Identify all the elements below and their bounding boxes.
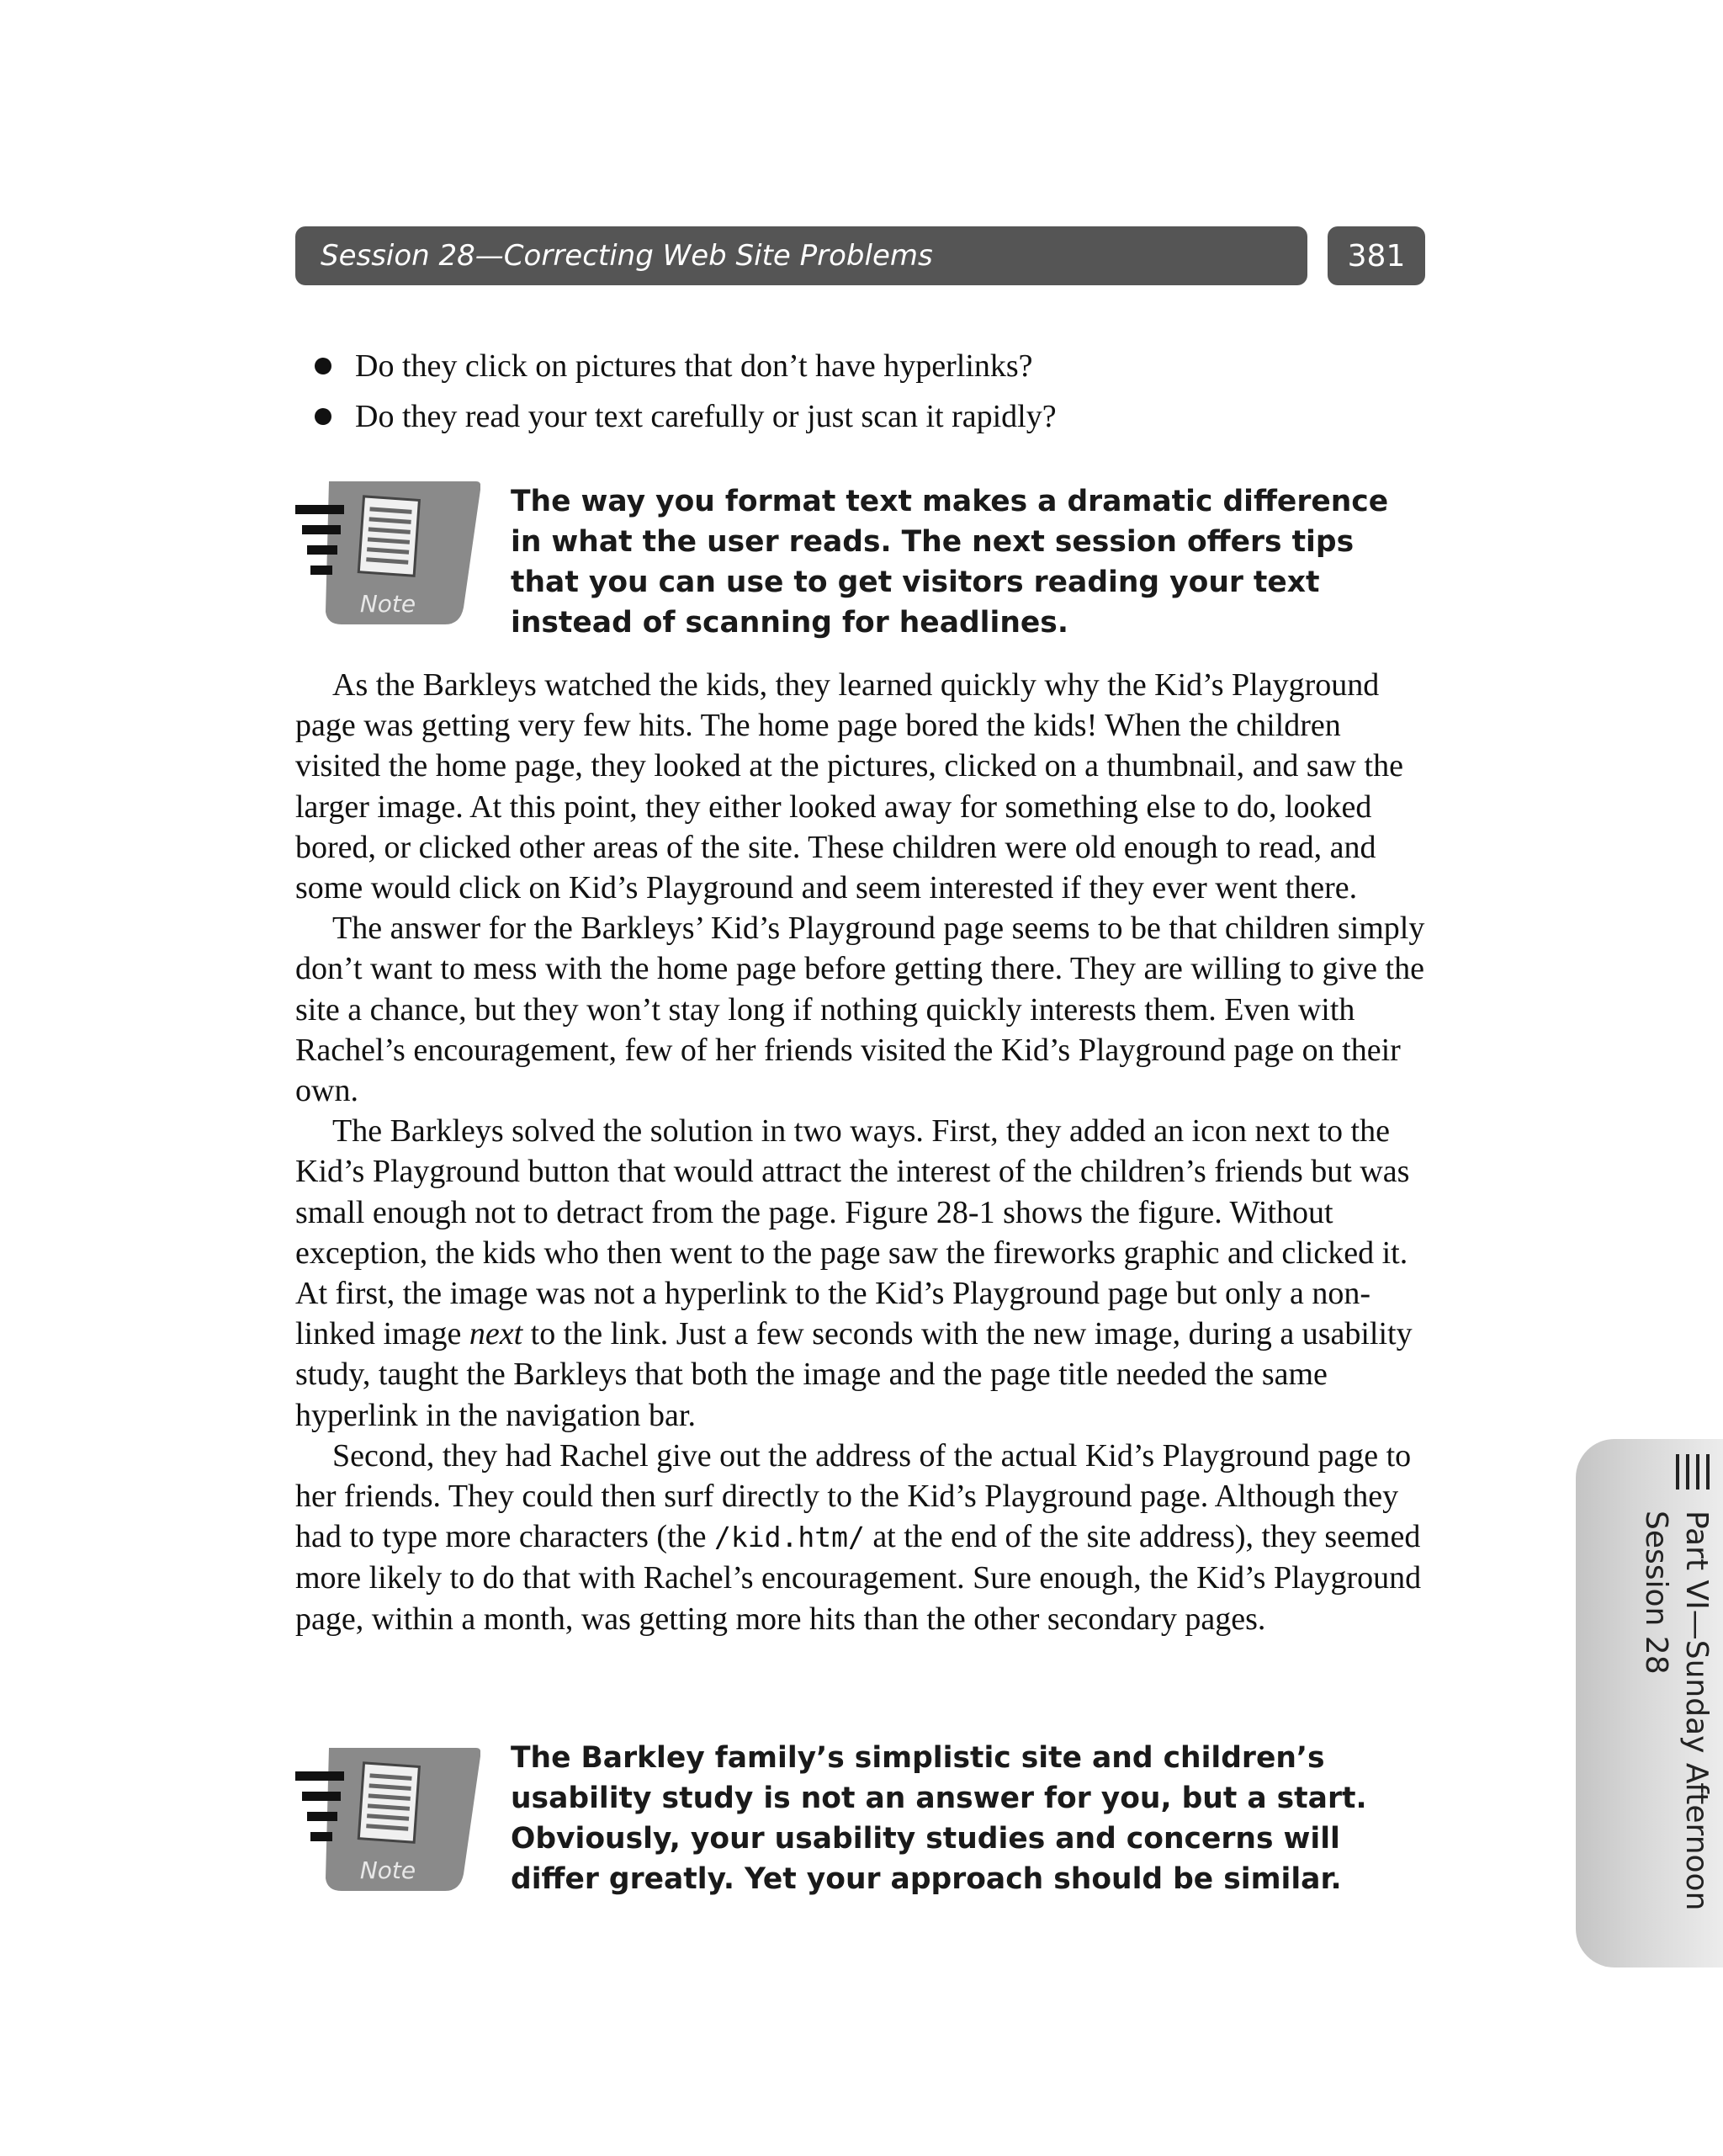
side-tab-session: Session 28 [1639, 1511, 1673, 1675]
bullet-icon [315, 408, 331, 425]
body-text [295, 665, 1427, 1639]
note-callout [295, 1738, 1425, 1914]
paragraph [295, 1111, 1427, 1436]
note-icon [295, 1748, 480, 1891]
running-header [295, 226, 1307, 285]
paragraph-text: to the link. Just a few seconds with the new image, during a usability study, taught the Barkleys that both the image and the page title needed the same hyperlink in the navigation bar. [295, 1316, 1413, 1433]
bullet-list [311, 341, 1422, 442]
header-title: Session 28—Correcting Web Site Problems [321, 239, 933, 273]
bullet-item [311, 391, 1422, 442]
code-text: /kid.htm/ [714, 1521, 865, 1554]
bullet-text: Do they read your text carefully or just scan it rapidly? [355, 399, 1057, 434]
paragraph: The answer for the Barkleys’ Kid’s Playground page seems to be that children simply don’t want to mess with the home page before getting there. They are willing to give the site a chance, but they won’t stay long if nothing quickly interests them. Even with Rachel’s encouragement, few of her friends visited the Kid’s Playground page on their own. [295, 911, 1425, 1109]
note-text: The Barkley family’s simplistic site and children’s usability study is not an answer for you, but a start. Obviously, your usability studies and concerns will differ greatly. Yet your approach should be similar. [511, 1741, 1367, 1896]
paragraph-text: The Barkleys solved the solution in two ways. First, they added an icon next to the Kid’s Playground button that would attract the interest of the children’s friends but was small enough not to detract from the page. Figure 28-1 shows the figure. Without exception, the kids who then went to the page saw the fireworks graphic and clicked it. At first, the image was not a hyperlink to the Kid’s Playground page but only a non-linked image [295, 1113, 1410, 1352]
side-tab-part: Part VI—Sunday Afternoon [1679, 1511, 1714, 1911]
paragraph: As the Barkleys watched the kids, they learned quickly why the Kid’s Playground page was getting very few hits. The home page bored the kids! When the children visited the home page, they looked at the pictures, clicked on a thumbnail, and saw the larger image. At this point, they either looked away for something else to do, looked bored, or clicked other areas of the site. These children were old enough to read, and some would click on Kid’s Playground and seem interested if they ever went there. [295, 667, 1403, 906]
bullet-text: Do they click on pictures that don’t have hyperlinks? [355, 348, 1033, 384]
note-label: Note [359, 590, 416, 618]
bullet-icon [315, 358, 331, 374]
bullet-item [311, 341, 1422, 391]
emphasis-text: next [469, 1316, 523, 1352]
side-tab-label [1582, 1511, 1716, 1965]
paragraph [295, 1436, 1427, 1639]
note-callout [295, 481, 1425, 641]
note-icon [295, 481, 480, 624]
note-text: The way you format text makes a dramatic difference in what the user reads. The next session offers tips that you can use to get visitors reading your text instead of scanning for headlines. [511, 485, 1389, 640]
tab-lines-icon [1676, 1454, 1723, 1490]
paragraph-text: at the end of the site address), they seemed more likely to do that with Rachel’s encouragement. Sure enough, the Kid’s Playground page, within a month, was getting more hits than the other secondary pages. [295, 1519, 1422, 1637]
page-number: 381 [1347, 238, 1406, 273]
note-label: Note [359, 1856, 416, 1884]
paragraph-text: Second, they had Rachel give out the address of the actual Kid’s Playground page to her friends. They could then surf directly to the Kid’s Playground page. Although they had to type more characters (the [295, 1437, 1412, 1555]
page-number-box [1328, 226, 1425, 285]
